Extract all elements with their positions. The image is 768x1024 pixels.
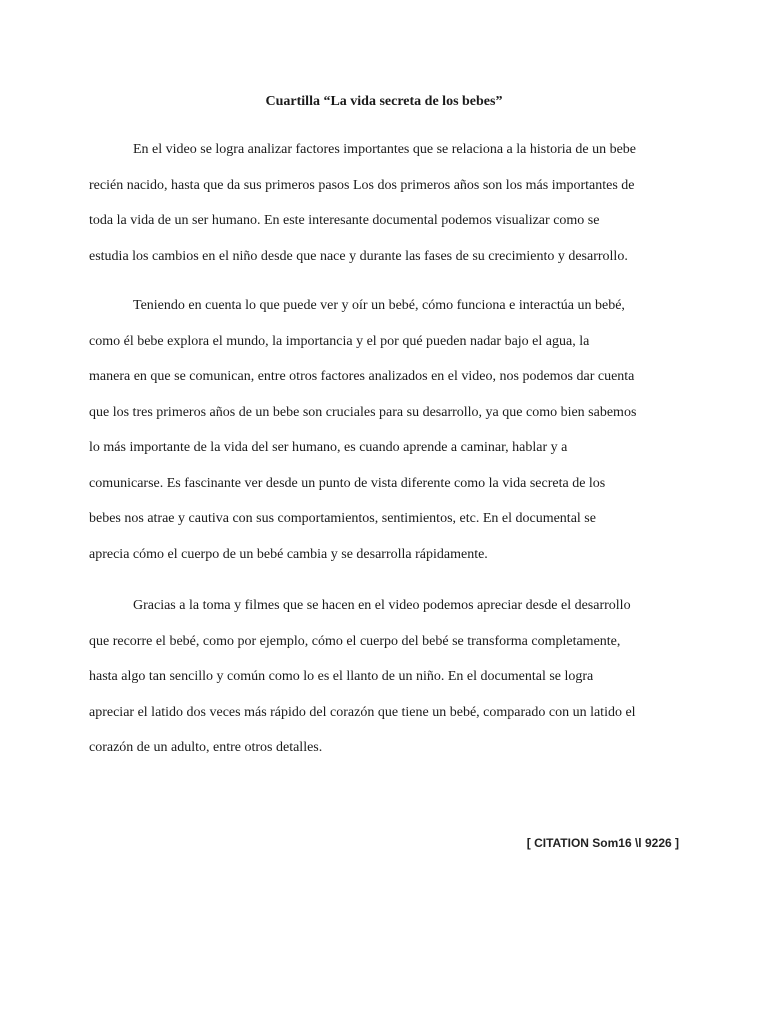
paragraph-3 <box>89 588 681 766</box>
paragraph-line: aprecia cómo el cuerpo de un bebé cambia y se desarrolla rápidamente. <box>89 546 488 562</box>
paragraph-line: manera en que se comunican, entre otros factores analizados en el video, nos podemos dar cuenta <box>89 369 635 384</box>
paragraph-line: Teniendo en cuenta lo que puede ver y oír un bebé, cómo funciona e interactúa un bebé, <box>133 298 625 313</box>
paragraph-line: que los tres primeros años de un bebe son cruciales para su desarrollo, ya que como bien sabemos <box>89 404 637 420</box>
paragraph-line: Gracias a la toma y filmes que se hacen en el video podemos apreciar desde el desarrollo <box>133 598 631 613</box>
paragraph-line: recién nacido, hasta que da sus primeros pasos Los dos primeros años son los más importantes de <box>89 177 635 193</box>
paragraph-line: que recorre el bebé, como por ejemplo, cómo el cuerpo del bebé se transforma completamente, <box>89 633 621 649</box>
paragraph-line: En el video se logra analizar factores importantes que se relaciona a la historia de un bebe <box>133 142 637 157</box>
paragraph-line: como él bebe explora el mundo, la importancia y el por qué pueden nadar bajo el agua, la <box>89 333 590 349</box>
document-title: Cuartilla “La vida secreta de los bebes” <box>265 94 503 109</box>
paragraph-line: apreciar el latido dos veces más rápido del corazón que tiene un bebé, comparado con un latido el <box>89 704 636 720</box>
paragraph-line: bebes nos atrae y cautiva con sus comportamientos, sentimientos, etc. En el documental se <box>89 511 596 526</box>
paragraph-line: corazón de un adulto, entre otros detalles. <box>89 740 323 755</box>
paragraph-line: comunicarse. Es fascinante ver desde un punto de vista diferente como la vida secreta de los <box>89 475 606 491</box>
paragraph-2 <box>89 288 681 572</box>
citation-field: [ CITATION Som16 \l 9226 ] <box>526 836 679 850</box>
paragraph-line: hasta algo tan sencillo y común como lo es el llanto de un niño. En el documental se logra <box>89 669 594 684</box>
paragraph-line: lo más importante de la vida del ser humano, es cuando aprende a caminar, hablar y a <box>89 440 568 455</box>
paragraph-line: estudia los cambios en el niño desde que nace y durante las fases de su crecimiento y desarrollo. <box>89 248 628 264</box>
paragraph-1 <box>89 132 681 274</box>
paragraph-line: toda la vida de un ser humano. En este interesante documental podemos visualizar como se <box>89 213 600 228</box>
